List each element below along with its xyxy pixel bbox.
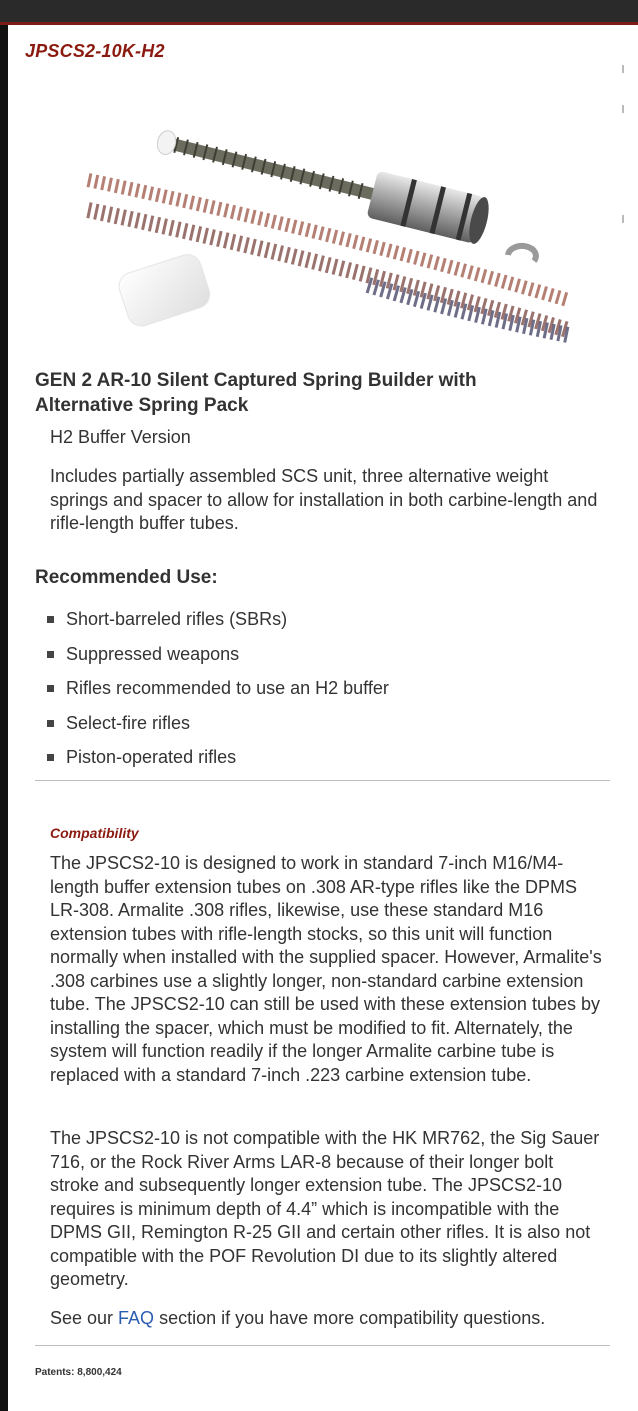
recommended-use-list xyxy=(42,607,389,780)
patents-text: Patents: 8,800,424 xyxy=(35,1367,122,1378)
recommended-use-heading: Recommended Use: xyxy=(35,567,218,588)
list-item-label: Suppressed weapons xyxy=(66,643,240,664)
list-item-label: Piston-operated rifles xyxy=(66,747,237,767)
list-item-label: Rifles recommended to use an H2 buffer xyxy=(66,678,389,698)
bullet-icon xyxy=(47,754,54,761)
list-item xyxy=(42,676,389,711)
list-item xyxy=(42,607,389,642)
compatibility-paragraph-2: The JPSCS2-10 is not compatible with the HK MR762, the Sig Sauer 716, or the Rock River Arms LAR-8 because of their longer bolt stroke and subsequently longer extension tube. The JPSCS2-10 requires is minimum depth of 4.4” which is incompatible with the DPMS GII, Remington R-25 GII and certain other rifles. It is also not compatible with the POF Revolution DI due to its slightly altered geometry. xyxy=(50,1128,600,1289)
list-item xyxy=(42,642,389,677)
bullet-icon xyxy=(47,685,54,692)
section-divider xyxy=(35,1345,610,1346)
left-edge xyxy=(0,25,8,1411)
list-item-label: Short-barreled rifles (SBRs) xyxy=(66,609,288,629)
bullet-icon xyxy=(47,651,54,658)
product-description: Includes partially assembled SCS unit, three alternative weight springs and spacer to allow for installation in both carbine-length and rifle-length buffer tubes. xyxy=(50,466,598,533)
faq-prefix: See our xyxy=(50,1308,119,1328)
product-subtitle: H2 Buffer Version xyxy=(50,427,191,447)
product-image xyxy=(68,85,588,365)
bullet-icon xyxy=(47,720,54,727)
bullet-icon xyxy=(47,616,54,623)
edge-mark xyxy=(622,105,624,113)
list-item-label: Select-fire rifles xyxy=(66,712,191,733)
edge-mark xyxy=(622,65,624,73)
right-side-panel xyxy=(611,25,638,1411)
edge-mark xyxy=(622,215,624,223)
product-panel xyxy=(8,25,612,1411)
list-item xyxy=(42,745,389,780)
list-item xyxy=(42,711,389,746)
compatibility-heading: Compatibility xyxy=(50,825,139,841)
product-title: GEN 2 AR-10 Silent Captured Spring Builder with Alternative Spring Pack xyxy=(35,370,477,416)
faq-suffix: section if you have more compatibility questions. xyxy=(154,1308,546,1328)
top-bar xyxy=(0,0,638,25)
compatibility-paragraph-1: The JPSCS2-10 is designed to work in standard 7-inch M16/M4-length buffer extension tubes on .308 AR-type rifles like the DPMS LR-308. Armalite .308 rifles, likewise, use these standard M16 extension tubes with rifle-length stocks, so this unit will function normally when installed with the supplied spacer. However, Armalite's .308 carbines use a slightly longer, non-standard carbine extension tube. The JPSCS2-10 can still be used with these extension tubes by installing the spacer, which must be modified to fit. Alternately, the system will function readily if the longer Armalite carbine tube is replaced with a standard 7-inch .223 carbine extension tube. xyxy=(50,853,602,1085)
faq-sentence xyxy=(50,1307,605,1331)
product-sku: JPSCS2-10K-H2 xyxy=(25,41,165,61)
section-divider xyxy=(35,780,610,781)
faq-link[interactable]: FAQ xyxy=(118,1308,155,1328)
